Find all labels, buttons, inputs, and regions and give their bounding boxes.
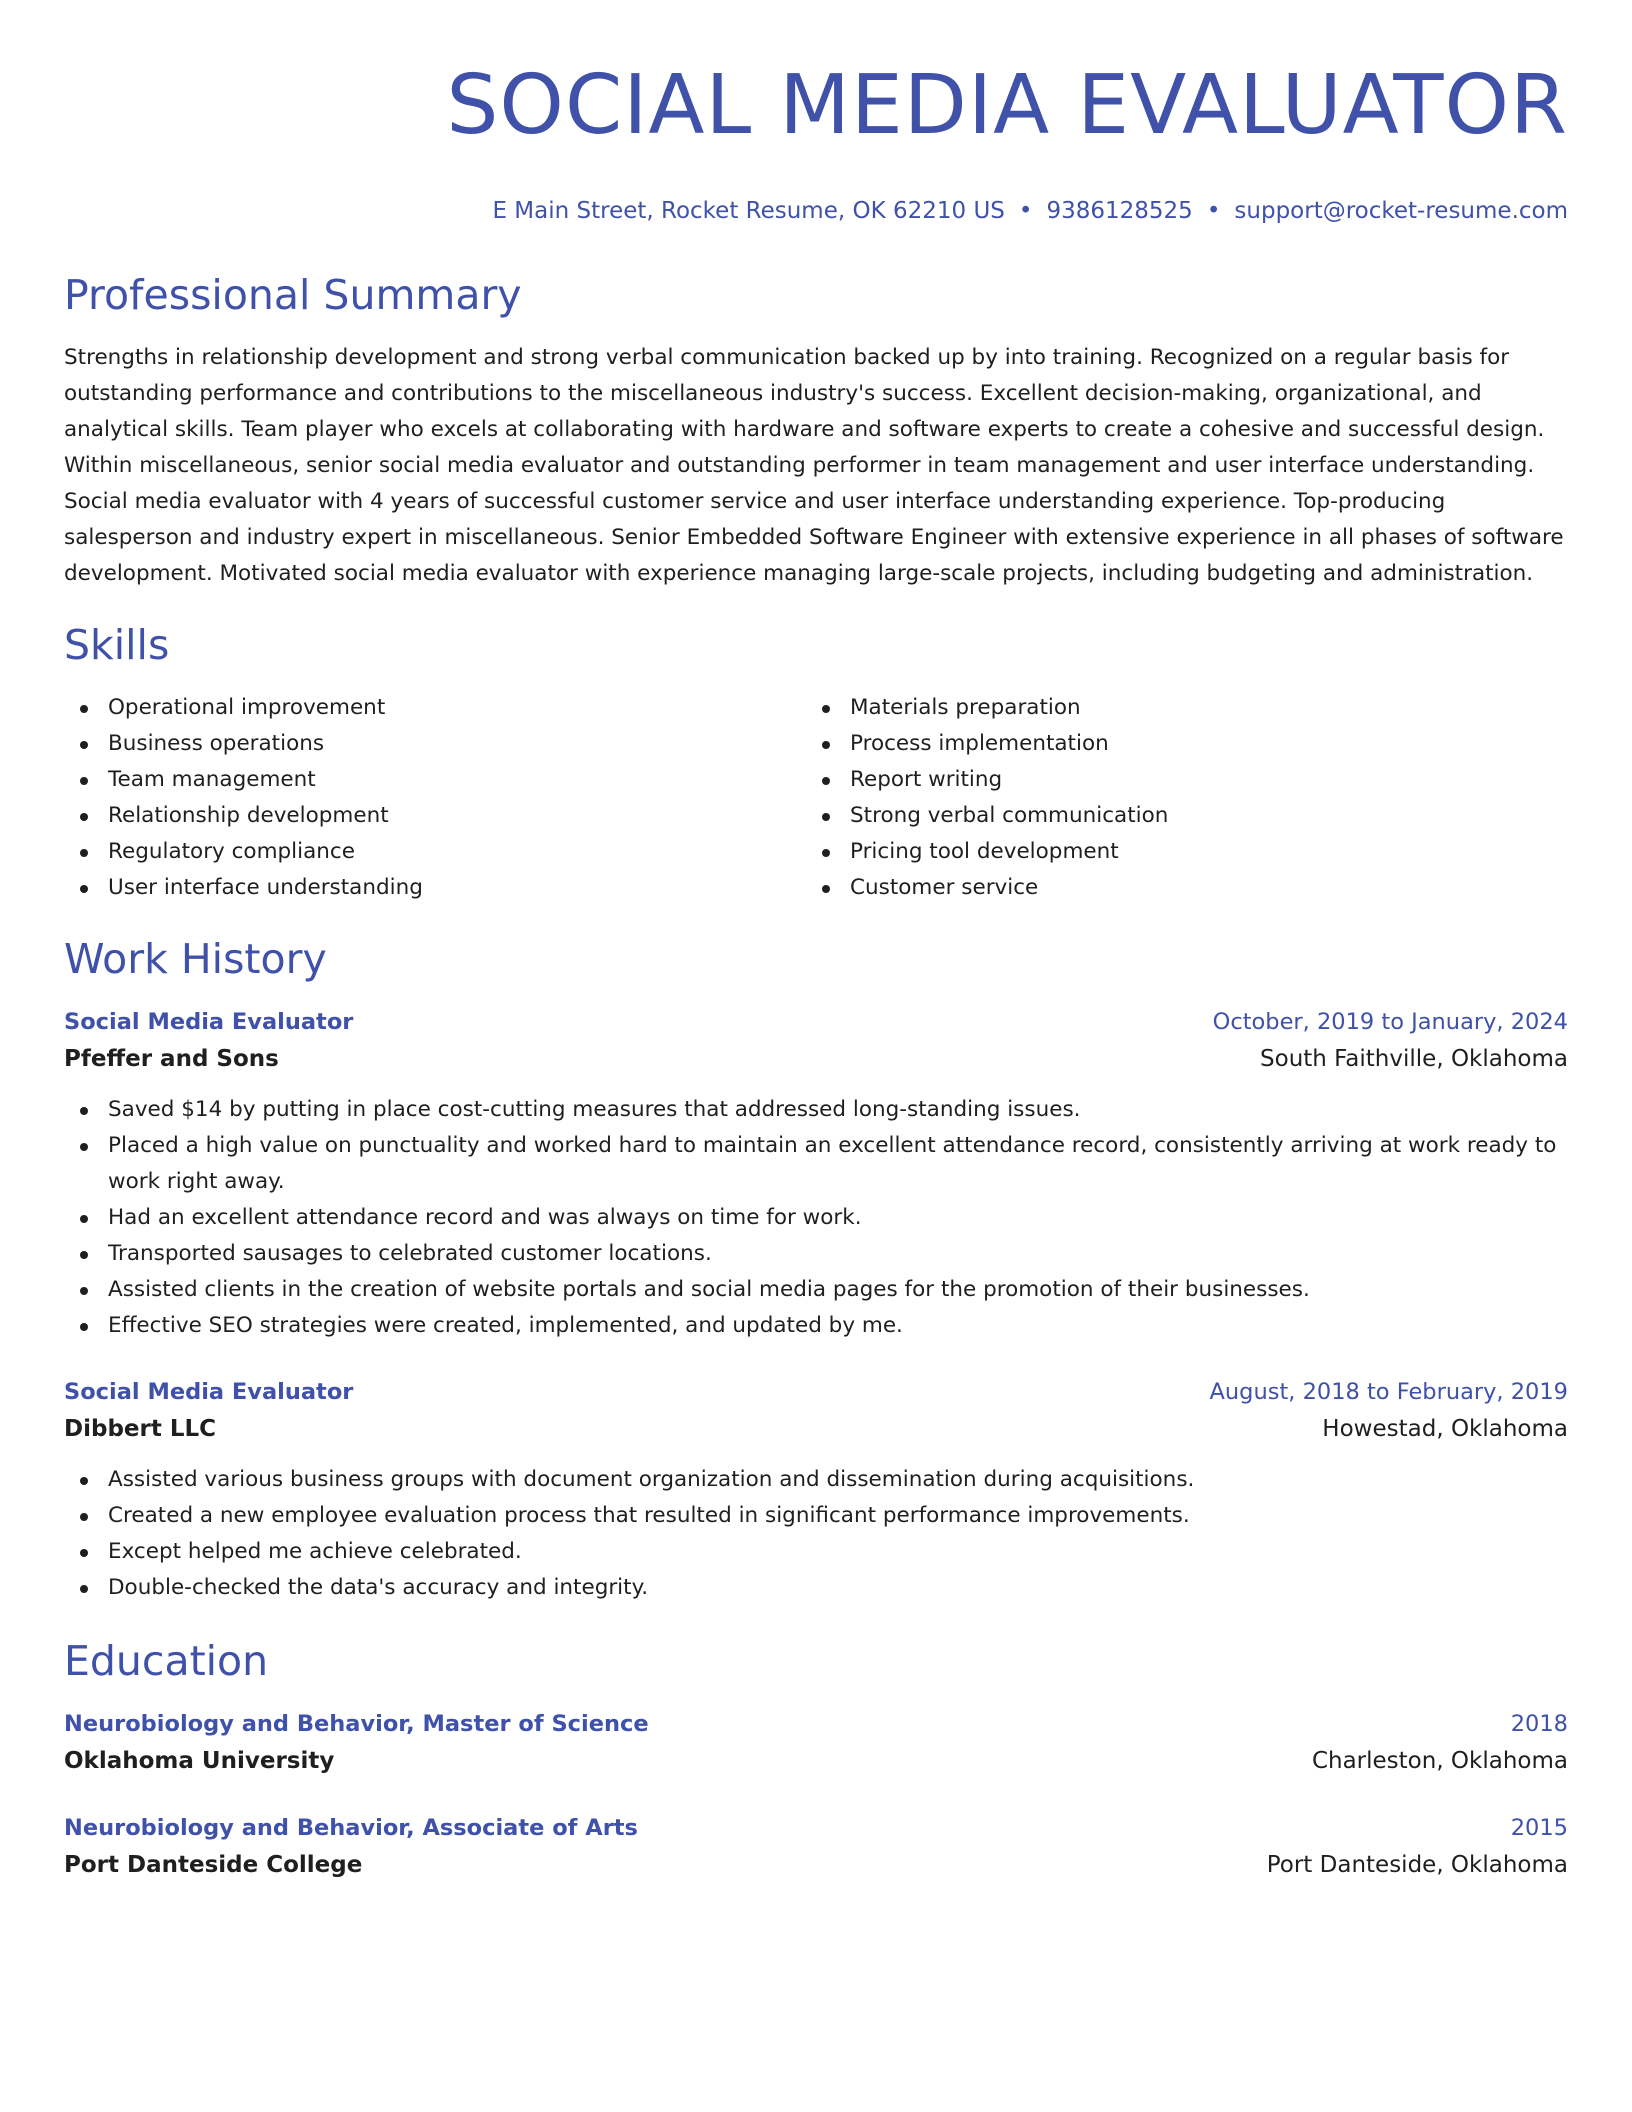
job-bullets xyxy=(64,1462,1568,1606)
job-bullet: Except helped me achieve celebrated. xyxy=(64,1534,1568,1570)
skill-item: User interface understanding xyxy=(64,870,806,906)
contact-email[interactable]: support@rocket-resume.com xyxy=(1234,198,1568,224)
job-bullet: Effective SEO strategies were created, implemented, and updated by me. xyxy=(64,1308,1568,1344)
education-school: Port Danteside College xyxy=(64,1852,363,1878)
skill-item: Pricing tool development xyxy=(806,834,1548,870)
skill-item: Team management xyxy=(64,762,806,798)
education-entry xyxy=(64,1810,1568,1884)
contact-phone[interactable]: 9386128525 xyxy=(1046,198,1193,224)
skills-heading: Skills xyxy=(64,621,170,669)
job-bullets xyxy=(64,1092,1568,1344)
job-header-row xyxy=(64,1374,1568,1410)
job-bullet: Saved $14 by putting in place cost-cutting measures that addressed long-standing issues. xyxy=(64,1092,1568,1128)
skill-item: Materials preparation xyxy=(806,690,1548,726)
skill-item: Relationship development xyxy=(64,798,806,834)
skills-column-right xyxy=(806,690,1548,906)
skill-item: Process implementation xyxy=(806,726,1548,762)
job-bullet: Transported sausages to celebrated customer locations. xyxy=(64,1236,1568,1272)
education-school: Oklahoma University xyxy=(64,1748,335,1774)
job-title: Social Media Evaluator xyxy=(64,1379,354,1405)
job-location: Howestad, Oklahoma xyxy=(1322,1416,1568,1442)
education-degree: Neurobiology and Behavior, Master of Science xyxy=(64,1711,649,1737)
skill-item: Operational improvement xyxy=(64,690,806,726)
job-bullet: Double-checked the data's accuracy and integrity. xyxy=(64,1570,1568,1606)
job-dates: October, 2019 to January, 2024 xyxy=(1212,1009,1568,1035)
skill-item: Regulatory compliance xyxy=(64,834,806,870)
candidate-name: SOCIAL MEDIA EVALUATOR xyxy=(446,58,1568,153)
job-bullet: Assisted clients in the creation of website portals and social media pages for the promotion of their businesses. xyxy=(64,1272,1568,1308)
contact-separator: • xyxy=(1018,198,1033,224)
job-company-row xyxy=(64,1040,1568,1078)
education-degree: Neurobiology and Behavior, Associate of Arts xyxy=(64,1815,638,1841)
skills-list xyxy=(64,690,1568,906)
job-bullet: Placed a high value on punctuality and worked hard to maintain an excellent attendance record, consistently arriving at work ready to work right away. xyxy=(64,1128,1568,1200)
contact-separator: • xyxy=(1206,198,1221,224)
work-history-heading: Work History xyxy=(64,935,327,983)
skill-item: Report writing xyxy=(806,762,1548,798)
skill-item: Strong verbal communication xyxy=(806,798,1548,834)
contact-line xyxy=(64,196,1568,226)
summary-text: Strengths in relationship development and strong verbal communication backed up by into training. Recognized on a regular basis for outstanding performance and contributions to the miscellaneous industry's success. Excellent decision-making, organizational, and analytical skills. Team player who excels at collaborating with hardware and software experts to create a cohesive and successful design. Within miscellaneous, senior social media evaluator and outstanding performer in team management and user interface understanding. Social media evaluator with 4 years of successful customer service and user interface understanding experience. Top-producing salesperson and industry expert in miscellaneous. Senior Embedded Software Engineer with extensive experience in all phases of software development. Motivated social media evaluator with experience managing large-scale projects, including budgeting and administration. xyxy=(64,345,1564,586)
education-heading: Education xyxy=(64,1637,269,1685)
job-header-row xyxy=(64,1004,1568,1040)
education-school-row xyxy=(64,1742,1568,1780)
job-bullet: Had an excellent attendance record and was always on time for work. xyxy=(64,1200,1568,1236)
education-school-row xyxy=(64,1846,1568,1884)
job-bullet: Created a new employee evaluation process that resulted in significant performance improvements. xyxy=(64,1498,1568,1534)
job-entry xyxy=(64,1374,1568,1606)
education-entry xyxy=(64,1706,1568,1780)
skill-item: Business operations xyxy=(64,726,806,762)
job-dates: August, 2018 to February, 2019 xyxy=(1209,1379,1568,1405)
job-entry xyxy=(64,1004,1568,1344)
summary-heading: Professional Summary xyxy=(64,271,522,319)
education-location: Port Danteside, Oklahoma xyxy=(1266,1852,1568,1878)
job-bullet: Assisted various business groups with document organization and dissemination during acquisitions. xyxy=(64,1462,1568,1498)
education-location: Charleston, Oklahoma xyxy=(1311,1748,1568,1774)
job-location: South Faithville, Oklahoma xyxy=(1260,1046,1568,1072)
skills-column-left xyxy=(64,690,806,906)
job-company: Pfeffer and Sons xyxy=(64,1046,279,1072)
education-year: 2015 xyxy=(1510,1815,1568,1841)
job-company: Dibbert LLC xyxy=(64,1416,217,1442)
education-header-row xyxy=(64,1706,1568,1742)
education-header-row xyxy=(64,1810,1568,1846)
job-company-row xyxy=(64,1410,1568,1448)
job-title: Social Media Evaluator xyxy=(64,1009,354,1035)
contact-address: E Main Street, Rocket Resume, OK 62210 US xyxy=(492,198,1005,224)
education-year: 2018 xyxy=(1510,1711,1568,1737)
skill-item: Customer service xyxy=(806,870,1548,906)
